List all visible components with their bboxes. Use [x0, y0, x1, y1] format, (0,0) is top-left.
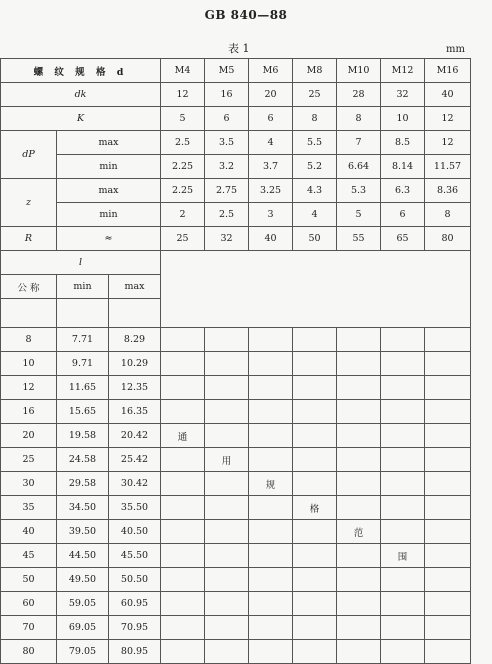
range-mark: 围 [381, 544, 425, 568]
length-nominal-cell: 35 [1, 496, 57, 520]
range-cell [205, 424, 249, 448]
value-cell: 5.3 [337, 179, 381, 203]
length-min-cell: 69.05 [57, 616, 109, 640]
length-min-cell: 44.50 [57, 544, 109, 568]
dp-label: dP [1, 131, 57, 179]
length-row [1, 568, 471, 592]
range-cell [205, 472, 249, 496]
range-cell [337, 472, 381, 496]
range-cell [249, 568, 293, 592]
spacer-cell [1, 299, 57, 328]
value-cell: 40 [425, 83, 471, 107]
range-cell [337, 376, 381, 400]
value-cell: 6.64 [337, 155, 381, 179]
length-nominal-cell: 10 [1, 352, 57, 376]
length-row [1, 616, 471, 640]
size-cell: M12 [381, 59, 425, 83]
value-cell: 12 [161, 83, 205, 107]
range-cell [425, 400, 471, 424]
value-cell: 16 [205, 83, 249, 107]
value-cell: 3.2 [205, 155, 249, 179]
value-cell: 65 [381, 227, 425, 251]
range-cell [425, 616, 471, 640]
range-cell [205, 376, 249, 400]
range-cell [293, 616, 337, 640]
dp-min-row [1, 155, 471, 179]
range-cell [337, 400, 381, 424]
value-cell: 5.2 [293, 155, 337, 179]
length-max-cell: 45.50 [109, 544, 161, 568]
length-nominal-cell: 20 [1, 424, 57, 448]
value-cell: 3.25 [249, 179, 293, 203]
range-cell [381, 520, 425, 544]
spacer-cell [57, 299, 109, 328]
value-cell: 5 [337, 203, 381, 227]
range-cell [293, 376, 337, 400]
length-rows [1, 328, 471, 664]
approx-label: ≈ [57, 227, 161, 251]
range-cell [249, 640, 293, 664]
value-cell: 28 [337, 83, 381, 107]
range-cell [249, 592, 293, 616]
range-cell [337, 328, 381, 352]
range-cell [293, 640, 337, 664]
value-cell: 25 [293, 83, 337, 107]
range-cell [381, 424, 425, 448]
range-cell [205, 592, 249, 616]
range-cell [161, 352, 205, 376]
max-label: max [109, 275, 161, 299]
length-nominal-cell: 50 [1, 568, 57, 592]
value-cell: 32 [381, 83, 425, 107]
value-cell: 80 [425, 227, 471, 251]
value-cell: 2.5 [205, 203, 249, 227]
range-cell [293, 328, 337, 352]
value-cell: 12 [425, 131, 471, 155]
length-row [1, 424, 471, 448]
range-cell [249, 352, 293, 376]
value-cell: 5 [161, 107, 205, 131]
spec-row [1, 59, 471, 83]
range-cell [425, 544, 471, 568]
r-row [1, 227, 471, 251]
range-cell [425, 496, 471, 520]
value-cell: 50 [293, 227, 337, 251]
range-cell [425, 640, 471, 664]
range-cell [337, 616, 381, 640]
value-cell: 4 [293, 203, 337, 227]
value-cell: 4 [249, 131, 293, 155]
size-cell: M6 [249, 59, 293, 83]
range-cell [293, 448, 337, 472]
length-row [1, 352, 471, 376]
range-cell [249, 544, 293, 568]
range-cell [293, 568, 337, 592]
range-cell [293, 472, 337, 496]
value-cell: 10 [381, 107, 425, 131]
range-cell [249, 400, 293, 424]
length-nominal-cell: 25 [1, 448, 57, 472]
range-cell [425, 328, 471, 352]
min-label: min [57, 203, 161, 227]
value-cell: 2.5 [161, 131, 205, 155]
l-label: l [1, 251, 161, 275]
value-cell: 3 [249, 203, 293, 227]
range-cell [205, 496, 249, 520]
range-cell [425, 592, 471, 616]
length-row [1, 544, 471, 568]
range-cell [205, 400, 249, 424]
length-min-cell: 19.58 [57, 424, 109, 448]
length-max-cell: 70.95 [109, 616, 161, 640]
length-max-cell: 40.50 [109, 520, 161, 544]
range-cell [205, 544, 249, 568]
range-cell [161, 568, 205, 592]
length-row [1, 400, 471, 424]
range-cell [381, 496, 425, 520]
value-cell: 3.7 [249, 155, 293, 179]
range-cell [161, 640, 205, 664]
range-cell [337, 592, 381, 616]
length-max-cell: 60.95 [109, 592, 161, 616]
range-cell [425, 448, 471, 472]
length-max-cell: 12.35 [109, 376, 161, 400]
range-cell [381, 400, 425, 424]
length-min-cell: 39.50 [57, 520, 109, 544]
length-min-cell: 24.58 [57, 448, 109, 472]
length-max-cell: 10.29 [109, 352, 161, 376]
size-cell: M10 [337, 59, 381, 83]
k-row [1, 107, 471, 131]
range-cell [249, 520, 293, 544]
range-cell [337, 568, 381, 592]
z-max-row [1, 179, 471, 203]
length-min-cell: 11.65 [57, 376, 109, 400]
length-min-cell: 49.50 [57, 568, 109, 592]
range-cell [205, 328, 249, 352]
range-cell [293, 520, 337, 544]
k-label: K [1, 107, 161, 131]
range-cell [381, 472, 425, 496]
range-cell [337, 640, 381, 664]
value-cell: 6 [381, 203, 425, 227]
range-cell [161, 520, 205, 544]
range-mark: 通 [161, 424, 205, 448]
length-row [1, 376, 471, 400]
range-cell [425, 520, 471, 544]
length-max-cell: 20.42 [109, 424, 161, 448]
range-cell [425, 376, 471, 400]
range-cell [293, 424, 337, 448]
size-cell: M4 [161, 59, 205, 83]
param-rows [1, 59, 471, 328]
range-cell [249, 616, 293, 640]
value-cell: 2.75 [205, 179, 249, 203]
range-cell [425, 568, 471, 592]
size-cell: M8 [293, 59, 337, 83]
range-cell [205, 640, 249, 664]
range-cell [381, 376, 425, 400]
range-cell [161, 448, 205, 472]
range-cell [337, 424, 381, 448]
range-cell [161, 400, 205, 424]
value-cell: 6 [249, 107, 293, 131]
length-row [1, 520, 471, 544]
length-min-cell: 29.58 [57, 472, 109, 496]
range-cell [425, 424, 471, 448]
length-nominal-cell: 8 [1, 328, 57, 352]
max-label: max [57, 179, 161, 203]
value-cell: 12 [425, 107, 471, 131]
range-cell [337, 544, 381, 568]
nominal-label: 公 称 [1, 275, 57, 299]
spec-label: 螺 纹 规 格 d [1, 59, 161, 83]
range-cell [249, 448, 293, 472]
size-cell: M16 [425, 59, 471, 83]
length-max-cell: 30.42 [109, 472, 161, 496]
value-cell: 11.57 [425, 155, 471, 179]
unit-label: mm [446, 44, 465, 55]
range-cell [425, 472, 471, 496]
length-max-cell: 50.50 [109, 568, 161, 592]
length-min-cell: 9.71 [57, 352, 109, 376]
length-max-cell: 25.42 [109, 448, 161, 472]
range-cell [161, 592, 205, 616]
value-cell: 6.3 [381, 179, 425, 203]
length-row [1, 472, 471, 496]
length-min-cell: 15.65 [57, 400, 109, 424]
value-cell: 2.25 [161, 179, 205, 203]
range-cell [381, 352, 425, 376]
dk-label: dk [1, 83, 161, 107]
r-label: R [1, 227, 57, 251]
length-min-cell: 34.50 [57, 496, 109, 520]
range-cell [249, 328, 293, 352]
range-cell [293, 544, 337, 568]
range-cell [293, 592, 337, 616]
range-mark: 规 [249, 472, 293, 496]
range-cell [425, 352, 471, 376]
value-cell: 3.5 [205, 131, 249, 155]
l-row [1, 251, 471, 275]
min-label: min [57, 155, 161, 179]
length-row [1, 496, 471, 520]
length-max-cell: 35.50 [109, 496, 161, 520]
range-cell [205, 520, 249, 544]
blank-area [161, 251, 471, 328]
range-mark: 格 [293, 496, 337, 520]
range-cell [337, 496, 381, 520]
length-row [1, 448, 471, 472]
range-cell [293, 400, 337, 424]
range-cell [381, 328, 425, 352]
range-cell [161, 616, 205, 640]
value-cell: 8.14 [381, 155, 425, 179]
range-cell [381, 568, 425, 592]
spec-table [0, 58, 471, 664]
length-min-cell: 59.05 [57, 592, 109, 616]
range-cell [205, 568, 249, 592]
length-row [1, 328, 471, 352]
spacer-cell [109, 299, 161, 328]
value-cell: 2.25 [161, 155, 205, 179]
max-label: max [57, 131, 161, 155]
length-max-cell: 16.35 [109, 400, 161, 424]
length-nominal-cell: 80 [1, 640, 57, 664]
length-max-cell: 80.95 [109, 640, 161, 664]
z-min-row [1, 203, 471, 227]
value-cell: 32 [205, 227, 249, 251]
range-cell [337, 448, 381, 472]
value-cell: 55 [337, 227, 381, 251]
value-cell: 8.5 [381, 131, 425, 155]
value-cell: 8 [293, 107, 337, 131]
range-cell [293, 352, 337, 376]
range-cell [249, 496, 293, 520]
range-cell [161, 376, 205, 400]
range-cell [249, 424, 293, 448]
value-cell: 5.5 [293, 131, 337, 155]
length-max-cell: 8.29 [109, 328, 161, 352]
length-row [1, 640, 471, 664]
length-nominal-cell: 16 [1, 400, 57, 424]
dp-max-row [1, 131, 471, 155]
range-cell [161, 472, 205, 496]
dk-row [1, 83, 471, 107]
range-cell [161, 328, 205, 352]
length-nominal-cell: 60 [1, 592, 57, 616]
length-nominal-cell: 12 [1, 376, 57, 400]
value-cell: 6 [205, 107, 249, 131]
standard-number: GB 840—88 [204, 8, 288, 22]
value-cell: 8 [337, 107, 381, 131]
range-cell [381, 616, 425, 640]
value-cell: 25 [161, 227, 205, 251]
range-cell [205, 352, 249, 376]
range-cell [249, 376, 293, 400]
range-cell [161, 544, 205, 568]
value-cell: 8 [425, 203, 471, 227]
range-cell [161, 496, 205, 520]
range-cell [381, 592, 425, 616]
length-nominal-cell: 40 [1, 520, 57, 544]
length-nominal-cell: 45 [1, 544, 57, 568]
length-nominal-cell: 30 [1, 472, 57, 496]
table-caption: 表 1 [228, 42, 250, 55]
range-cell [337, 352, 381, 376]
value-cell: 4.3 [293, 179, 337, 203]
length-min-cell: 7.71 [57, 328, 109, 352]
value-cell: 40 [249, 227, 293, 251]
range-mark: 范 [337, 520, 381, 544]
range-cell [381, 640, 425, 664]
min-label: min [57, 275, 109, 299]
range-cell [205, 616, 249, 640]
value-cell: 8.36 [425, 179, 471, 203]
size-cell: M5 [205, 59, 249, 83]
range-mark: 用 [205, 448, 249, 472]
z-label: z [1, 179, 57, 227]
value-cell: 2 [161, 203, 205, 227]
length-min-cell: 79.05 [57, 640, 109, 664]
value-cell: 20 [249, 83, 293, 107]
length-row [1, 592, 471, 616]
length-nominal-cell: 70 [1, 616, 57, 640]
value-cell: 7 [337, 131, 381, 155]
range-cell [381, 448, 425, 472]
